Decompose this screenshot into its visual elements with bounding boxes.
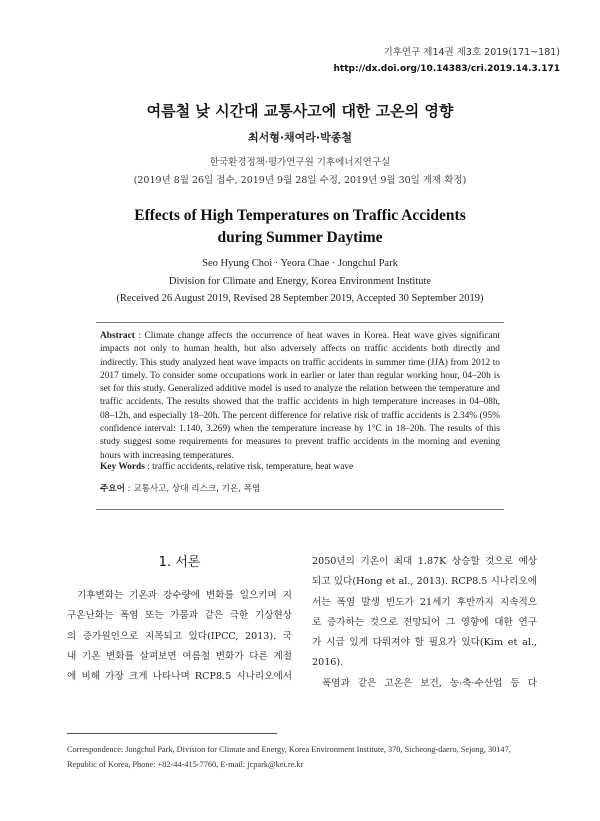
english-title-line1: Effects of High Temperatures on Traffic Accidents (134, 207, 466, 224)
keywords (100, 462, 500, 472)
footnote-line: Correspondence: Jongchul Park, Division for Climate and Energy, Korea Environment Institute, 370, Sicheong-daero, Sejong, 30147, (67, 745, 511, 754)
body-line: 서는 폭염 발생 빈도가 21세기 후반까지 지속적으 (312, 596, 537, 608)
correspondence-footnote (67, 742, 537, 772)
korean-keywords-label: 주요어 (100, 484, 125, 494)
doi-link[interactable]: http://dx.doi.org/10.14383/cri.2019.14.3.171 (333, 64, 560, 74)
english-dates: (Received 26 August 2019, Revised 28 September 2019, Accepted 30 September 2019) (116, 293, 484, 304)
abstract-top-rule (96, 322, 504, 323)
english-affiliation: Division for Climate and Energy, Korea Environment Institute (168, 276, 432, 287)
body-left-column (67, 548, 292, 687)
journal-header (334, 44, 560, 78)
korean-authors: 최서형·채여라·박종철 (248, 131, 352, 144)
body-line: 로 증가하는 것으로 전망되어 그 영향에 대한 연구 (312, 616, 537, 628)
abstract-label: Abstract (100, 331, 135, 341)
abstract (100, 330, 500, 463)
abstract-bottom-rule (96, 509, 504, 510)
english-authors: Seo Hyung Choi · Yeora Chae · Jongchul Park (202, 258, 398, 269)
body-line: 기후변화는 기온과 강수량에 변화를 일으키며 지 (77, 590, 292, 601)
body-line: 에 비해 가장 크게 나타나며 RCP8.5 시나리오에서 (67, 671, 292, 683)
body-right-column (312, 552, 537, 694)
korean-keywords (100, 482, 500, 494)
english-title (0, 205, 600, 249)
body-line: 2016). (312, 657, 344, 669)
journal-citation: 기후연구 제14권 제3호 2019(171~181) (383, 47, 560, 58)
footnote-line: Republic of Korea, Phone: +82-44-415-7760, E-mail: jcpark@kei.re.kr (67, 760, 304, 769)
korean-title: 여름철 낮 시간대 교통사고에 대한 고온의 영향 (146, 102, 454, 120)
footnote-rule (67, 733, 277, 734)
body-line: 구온난화는 폭염 또는 가뭄과 같은 극한 기상현상 (67, 610, 292, 622)
body-line: 내 기온 변화를 살펴보면 여름철 변화가 다른 계절 (67, 650, 292, 662)
body-line: 가 시급 있게 다뤄져야 할 필요가 있다(Kim et al., (312, 637, 537, 649)
english-title-line2: during Summer Daytime (217, 229, 383, 246)
body-line: 되고 있다(Hong et al., 2013). RCP8.5 시나리오에 (312, 576, 537, 588)
abstract-text: : Climate change affects the occurrence of heat waves in Korea. Heat wave gives significant impacts not only to human health, but also adversely affects on traffic accidents both directly and indirectly. This study analyzed heat wave impacts on traffic accidents in summer time (JJA) from 2012 to 2017 timely. To consider some occupations work in earlier or later than regular working hour, 04–20h is set for this study. Generalized additive model is used to analyze the relation between the temperature and traffic accidents. The results showed that the traffic accidents in high temperature increases in 04–08h, 08–12h, and especially 18–20h. The percent difference for relative risk of traffic accidents is 2.34% (95% confidence interval: 1.140, 3.269) when the temperature increase by 1°C in 18–20h. The results of this study suggest some requirements for measures to prevent traffic accidents in the morning and evening hours with increasing temperatures. (100, 331, 500, 461)
korean-dates: (2019년 8월 26일 접수, 2019년 9월 28일 수정, 2019년 9월 30일 게재 확정) (133, 175, 467, 186)
korean-keywords-text: : 교통사고, 상대 리스크, 기온, 폭염 (124, 484, 261, 494)
body-line: 폭염과 같은 고온은 보건, 농·축·수산업 등 다 (322, 677, 537, 689)
keywords-text: : traffic accidents, relative risk, temperature, heat wave (144, 462, 354, 472)
keywords-label: Key Words (100, 462, 145, 472)
body-line: 의 증가원인으로 지목되고 있다(IPCC, 2013). 국 (67, 630, 292, 642)
section-heading: 1. 서론 (158, 555, 201, 570)
korean-affiliation: 한국환경정책·평가연구원 기후에너지연구실 (209, 157, 391, 168)
body-line: 2050년의 기온이 최대 1.87K 상승할 것으로 예상 (312, 556, 537, 567)
